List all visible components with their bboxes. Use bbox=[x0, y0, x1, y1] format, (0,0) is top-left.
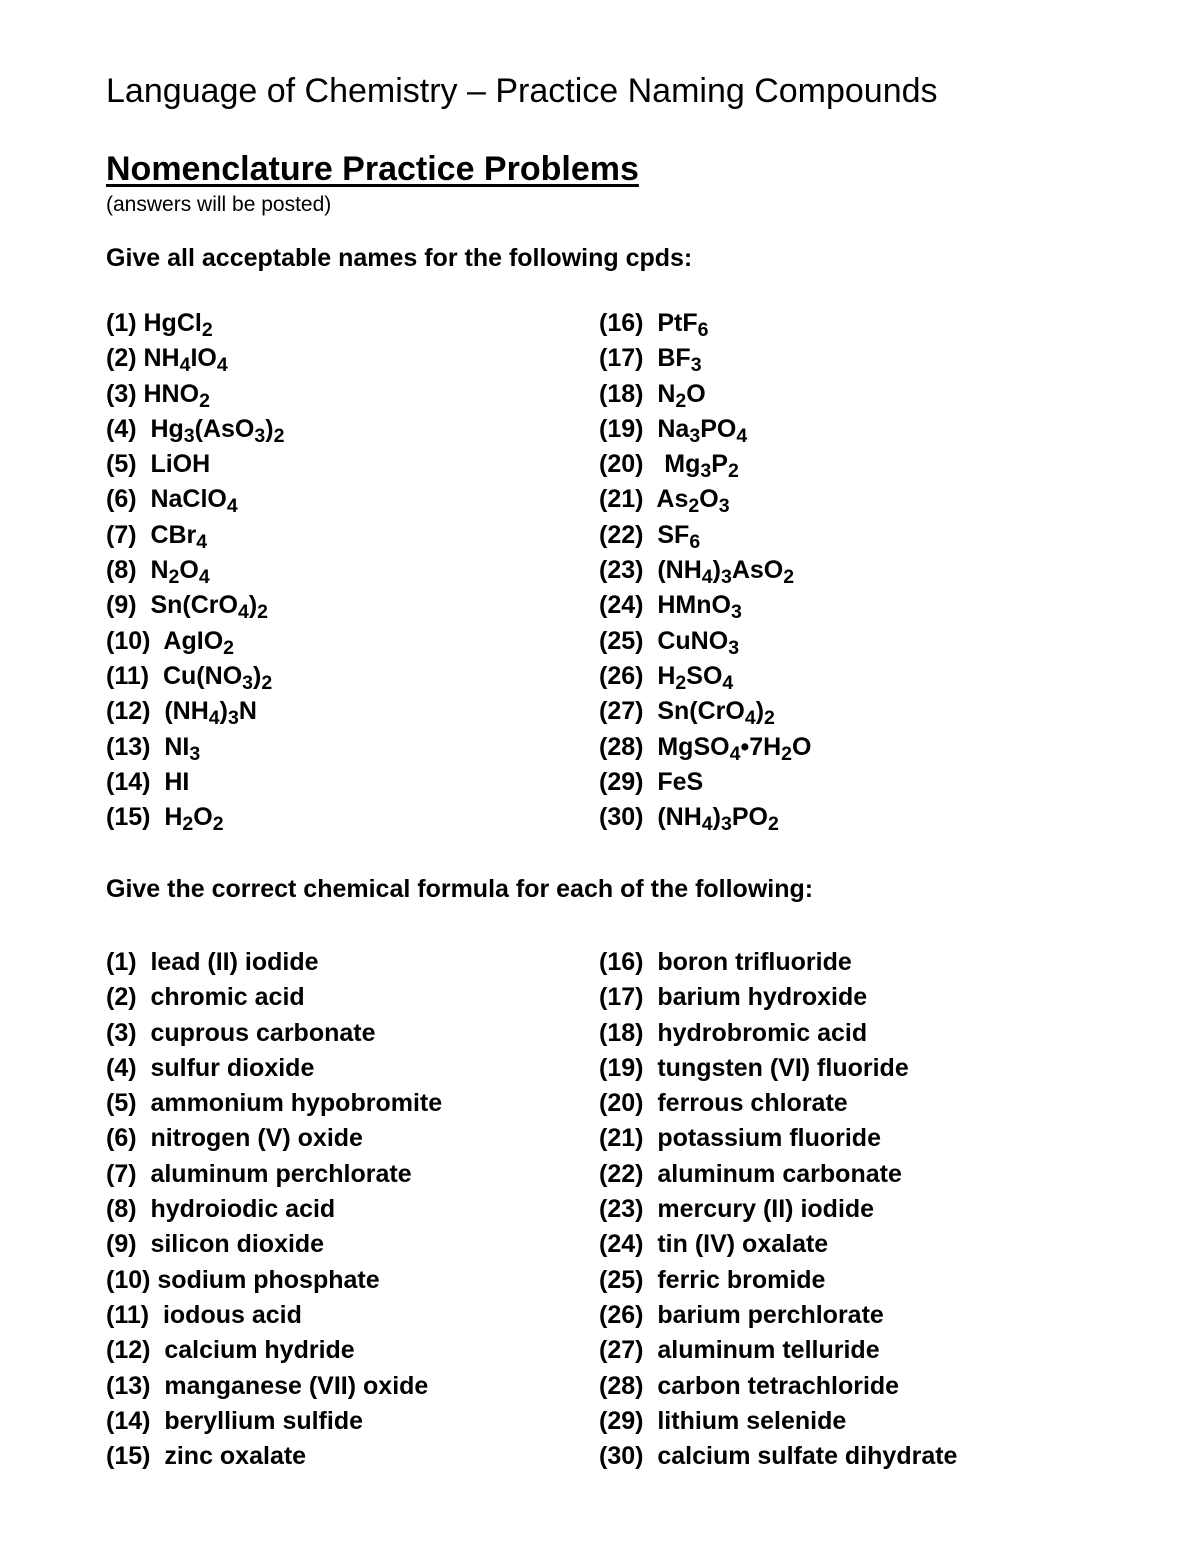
item-number: (29) bbox=[599, 767, 658, 796]
compound-name: (13) manganese (VII) oxide bbox=[106, 1371, 429, 1400]
compound-name: (24) tin (IV) oxalate bbox=[599, 1230, 829, 1259]
compound-name-item bbox=[106, 947, 442, 982]
compound-name-item bbox=[106, 1229, 442, 1264]
formula-item bbox=[599, 520, 811, 555]
compound-name: (25) ferric bromide bbox=[599, 1265, 826, 1294]
name-list-left bbox=[106, 947, 442, 1476]
compound-name: (16) boron trifluoride bbox=[599, 948, 852, 976]
compound-name: (4) sulfur dioxide bbox=[106, 1053, 315, 1082]
instruction-write-formulas: Give the correct chemical formula for each of the following: bbox=[106, 875, 814, 903]
chemical-formula: AgIO$_2$ bbox=[163, 626, 234, 659]
formula-item bbox=[599, 590, 811, 625]
compound-name-item bbox=[599, 1229, 957, 1264]
compound-name: (9) silicon dioxide bbox=[106, 1230, 325, 1259]
formula-item bbox=[106, 802, 284, 837]
compound-name: (28) carbon tetrachloride bbox=[599, 1371, 900, 1400]
formula-item bbox=[599, 308, 811, 343]
compound-name: (7) aluminum perchlorate bbox=[106, 1159, 412, 1188]
chemical-formula: $Sn(CrO_4)_2$ bbox=[150, 591, 268, 624]
formula-item bbox=[106, 308, 284, 343]
formula-item bbox=[106, 696, 284, 731]
formula-item bbox=[106, 520, 284, 555]
compound-name-item bbox=[106, 1371, 442, 1406]
compound-name-item bbox=[599, 1265, 957, 1300]
name-list-right bbox=[599, 947, 957, 1476]
chemical-formula: $NH_4IO_4$ bbox=[143, 344, 228, 377]
chemical-formula: $H_2SO_4$ bbox=[657, 661, 734, 694]
formula-item bbox=[599, 661, 811, 696]
chemical-formula: $HNO_2$ bbox=[143, 379, 210, 412]
formula-item bbox=[106, 449, 284, 484]
section-heading: Nomenclature Practice Problems bbox=[106, 150, 639, 188]
compound-name-item bbox=[106, 1088, 442, 1123]
chemical-formula: HMnO$_3$ bbox=[657, 591, 742, 624]
chemical-formula: $N_2O_4$ bbox=[150, 556, 210, 588]
formula-item bbox=[106, 626, 284, 661]
item-number: (7) bbox=[106, 520, 151, 549]
item-number: (11) bbox=[106, 661, 163, 690]
compound-name: (17) barium hydroxide bbox=[599, 983, 868, 1012]
compound-name: (6) nitrogen (V) oxide bbox=[106, 1124, 363, 1153]
item-number: (26) bbox=[599, 661, 658, 690]
compound-name: (19) tungsten (VI) fluoride bbox=[599, 1053, 909, 1082]
compound-name: (18) hydrobromic acid bbox=[599, 1018, 868, 1047]
item-number: (15) bbox=[106, 803, 165, 832]
compound-name: (8) hydroiodic acid bbox=[106, 1195, 336, 1224]
compound-name-item bbox=[599, 947, 957, 982]
compound-name: (5) ammonium hypobromite bbox=[106, 1089, 443, 1118]
item-number: (5) bbox=[106, 450, 151, 479]
page-title: Language of Chemistry – Practice Naming Compounds bbox=[106, 72, 938, 110]
formula-item bbox=[106, 343, 284, 378]
item-number: (20) bbox=[599, 450, 665, 479]
formula-item bbox=[599, 555, 811, 590]
compound-name-item bbox=[106, 1406, 442, 1441]
answers-note: (answers will be posted) bbox=[106, 193, 332, 216]
formula-item bbox=[599, 484, 811, 519]
item-number: (23) bbox=[599, 556, 658, 585]
formula-item bbox=[106, 379, 284, 414]
chemical-formula: HgCl$_2$ bbox=[143, 309, 213, 341]
formula-item bbox=[106, 484, 284, 519]
formula-item bbox=[599, 379, 811, 414]
compound-name-item bbox=[599, 1441, 957, 1476]
formula-item bbox=[106, 767, 284, 802]
item-number: (14) bbox=[106, 767, 165, 796]
compound-name-item bbox=[106, 1441, 442, 1476]
compound-name-item bbox=[599, 1300, 957, 1335]
compound-name: (10) sodium phosphate bbox=[106, 1265, 380, 1294]
compound-name: (14) beryllium sulfide bbox=[106, 1406, 364, 1435]
formula-item bbox=[106, 661, 284, 696]
item-number: (22) bbox=[599, 520, 658, 549]
chemical-formula: $H_2O_2$ bbox=[164, 803, 224, 836]
formula-item bbox=[599, 802, 811, 837]
item-number: (13) bbox=[106, 732, 165, 761]
chemical-formula: $NI_3$ bbox=[164, 732, 201, 765]
formula-item bbox=[599, 626, 811, 661]
compound-name-item bbox=[106, 1018, 442, 1053]
chemical-formula: $Cu(NO_3)_2$ bbox=[162, 661, 273, 694]
formula-item bbox=[599, 343, 811, 378]
chemical-formula: $MgSO_4•7H_2O$ bbox=[657, 732, 812, 765]
item-number: (19) bbox=[599, 414, 658, 443]
item-number: (6) bbox=[106, 485, 151, 514]
compound-name-item bbox=[599, 1088, 957, 1123]
instruction-name-compounds: Give all acceptable names for the following cpds: bbox=[106, 244, 693, 272]
formula-list-left bbox=[106, 308, 284, 837]
formula-item bbox=[106, 555, 284, 590]
item-number: (28) bbox=[599, 732, 658, 761]
item-number: (27) bbox=[599, 697, 658, 726]
compound-name: (23) mercury (II) iodide bbox=[599, 1195, 875, 1224]
compound-name: (27) aluminum telluride bbox=[599, 1336, 880, 1365]
chemical-formula: FeS bbox=[657, 767, 704, 796]
chemical-formula: $(NH_4)_3N$ bbox=[164, 697, 257, 730]
compound-name: (3) cuprous carbonate bbox=[106, 1018, 376, 1047]
item-number: (16) bbox=[599, 309, 658, 337]
compound-name-item bbox=[106, 1300, 442, 1335]
formula-item bbox=[599, 696, 811, 731]
item-number: (10) bbox=[106, 626, 164, 655]
compound-name: (12) calcium hydride bbox=[106, 1336, 355, 1365]
chemical-formula: HI bbox=[164, 767, 190, 796]
formula-item bbox=[106, 590, 284, 625]
compound-name-item bbox=[599, 982, 957, 1017]
item-number: (12) bbox=[106, 697, 165, 726]
chemical-formula: $BF_3$ bbox=[657, 344, 702, 377]
compound-name: (26) barium perchlorate bbox=[599, 1300, 884, 1329]
formula-list-right bbox=[599, 308, 811, 837]
item-number: (18) bbox=[599, 379, 658, 408]
chemical-formula: $Mg_3P_2$ bbox=[664, 450, 739, 483]
compound-name-item bbox=[106, 982, 442, 1017]
compound-name: (1) lead (II) iodide bbox=[106, 948, 319, 976]
chemical-formula: $Na_3PO_4$ bbox=[657, 414, 748, 447]
chemical-formula: CBr$_4$ bbox=[150, 520, 208, 553]
formula-item bbox=[106, 414, 284, 449]
compound-name-item bbox=[599, 1335, 957, 1370]
formula-item bbox=[106, 732, 284, 767]
compound-name-item bbox=[106, 1265, 442, 1300]
item-number: (30) bbox=[599, 803, 658, 832]
item-number: (24) bbox=[599, 591, 658, 620]
compound-name: (15) zinc oxalate bbox=[106, 1442, 307, 1471]
formula-item bbox=[599, 414, 811, 449]
item-number: (1) bbox=[106, 309, 144, 337]
compound-name-item bbox=[599, 1159, 957, 1194]
chemical-formula: PtF$_6$ bbox=[657, 309, 709, 341]
chemical-formula: $As_2O_3$ bbox=[656, 485, 730, 518]
compound-name-item bbox=[599, 1053, 957, 1088]
chemical-formula: $SF_6$ bbox=[657, 520, 701, 553]
compound-name-item bbox=[599, 1123, 957, 1158]
compound-name: (22) aluminum carbonate bbox=[599, 1159, 902, 1188]
compound-name: (29) lithium selenide bbox=[599, 1406, 847, 1435]
item-number: (9) bbox=[106, 591, 151, 620]
chemical-formula: $(NH_4)_3PO_2$ bbox=[657, 803, 779, 836]
chemical-formula: NaClO$_4$ bbox=[150, 485, 238, 518]
compound-name-item bbox=[599, 1194, 957, 1229]
compound-name-item bbox=[106, 1194, 442, 1229]
chemical-formula: LiOH bbox=[150, 450, 211, 479]
item-number: (2) bbox=[106, 344, 144, 373]
item-number: (4) bbox=[106, 414, 151, 443]
compound-name: (2) chromic acid bbox=[106, 983, 305, 1012]
compound-name-item bbox=[599, 1018, 957, 1053]
compound-name: (21) potassium fluoride bbox=[599, 1124, 881, 1153]
formula-item bbox=[599, 449, 811, 484]
chemical-formula: $Sn(CrO_4)_2$ bbox=[657, 697, 775, 730]
formula-item bbox=[599, 732, 811, 767]
compound-name-item bbox=[106, 1335, 442, 1370]
compound-name-item bbox=[106, 1053, 442, 1088]
chemical-formula: $(NH_4)_3AsO_2$ bbox=[657, 556, 795, 588]
chemical-formula: CuNO$_3$ bbox=[657, 626, 740, 659]
item-number: (25) bbox=[599, 626, 658, 655]
compound-name: (20) ferrous chlorate bbox=[599, 1089, 848, 1118]
formula-item bbox=[599, 767, 811, 802]
compound-name-item bbox=[599, 1406, 957, 1441]
item-number: (17) bbox=[599, 344, 658, 373]
compound-name-item bbox=[599, 1371, 957, 1406]
chemical-formula: $N_2O$ bbox=[657, 379, 706, 412]
chemical-formula: $Hg_3(AsO_3)_2$ bbox=[150, 414, 285, 447]
compound-name: (11) iodous acid bbox=[106, 1300, 302, 1329]
compound-name-item bbox=[106, 1159, 442, 1194]
compound-name: (30) calcium sulfate dihydrate bbox=[599, 1442, 958, 1471]
item-number: (8) bbox=[106, 556, 151, 585]
item-number: (3) bbox=[106, 379, 144, 408]
item-number: (21) bbox=[599, 485, 657, 514]
compound-name-item bbox=[106, 1123, 442, 1158]
